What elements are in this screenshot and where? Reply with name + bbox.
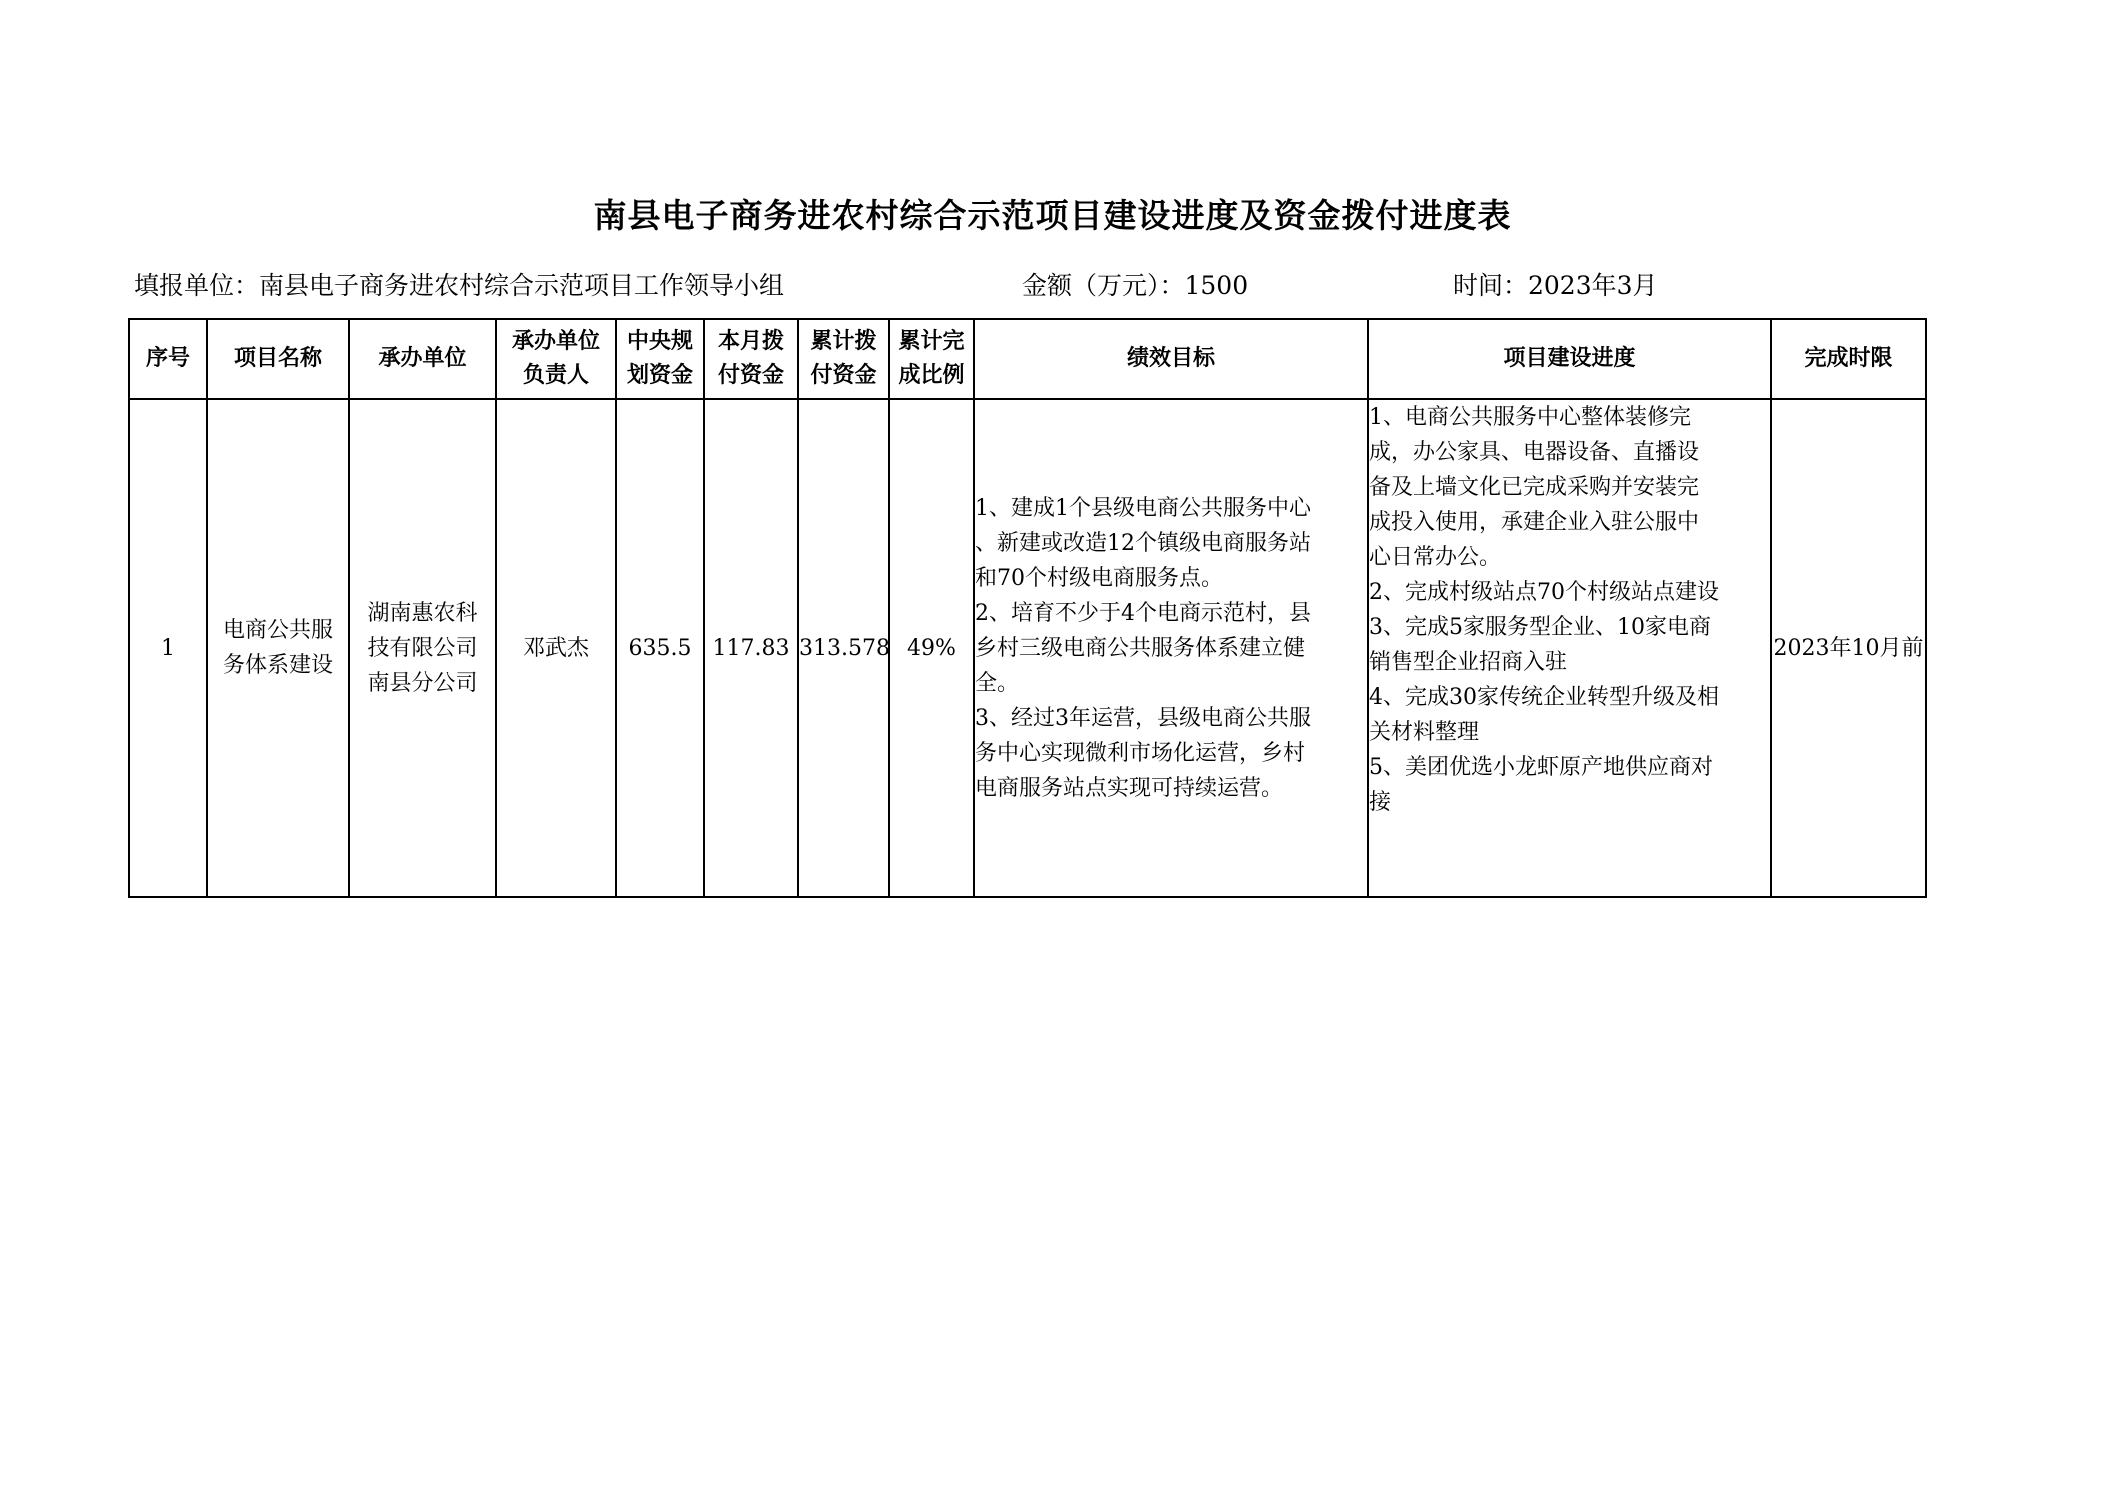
header-text: 承办单位 负责人 <box>511 329 600 388</box>
header-text: 累计拨 付资金 <box>810 329 877 388</box>
text-line: 备及上墙文化已完成采购并安装完 <box>1369 475 1700 500</box>
report-time: 时间：2023年3月 <box>1453 271 1658 300</box>
text-line: 务中心实现微利市场化运营，乡村 <box>975 740 1306 766</box>
header-planned-funds <box>616 319 704 399</box>
text-line: 销售型企业招商入驻 <box>1369 650 1568 675</box>
header-month-funds <box>704 319 798 399</box>
table-row <box>129 399 1926 897</box>
header-text: 绩效目标 <box>1126 346 1215 371</box>
table-header-row <box>129 319 1926 399</box>
text-line: 全。 <box>975 670 1020 696</box>
header-completion-ratio <box>889 319 974 399</box>
text-line: 心日常办公。 <box>1369 545 1502 570</box>
header-cumulative-funds <box>798 319 889 399</box>
header-company <box>349 319 496 399</box>
cell-text: 湖南惠农科 技有限公司 南县分公司 <box>367 600 478 696</box>
header-goals <box>974 319 1368 399</box>
text-line: 成投入使用，承建企业入驻公服中 <box>1369 510 1700 535</box>
progress-table <box>128 318 1927 898</box>
header-no <box>129 319 207 399</box>
amount-label: 金额（万元）：1500 <box>1022 271 1249 300</box>
text-line: 和70个村级电商服务点。 <box>975 565 1223 591</box>
text-line: 乡村三级电商公共服务体系建立健 <box>975 635 1306 661</box>
text-line: 2、培育不少于4个电商示范村，县 <box>975 600 1311 626</box>
header-text: 承办单位 <box>378 346 467 371</box>
cell-no: 1 <box>129 399 207 897</box>
text-line: 3、完成5家服务型企业、10家电商 <box>1369 615 1711 640</box>
cell-text: 电商公共服 务体系建设 <box>222 618 333 678</box>
header-text: 累计完 成比例 <box>898 329 965 388</box>
text-line: 、新建或改造12个镇级电商服务站 <box>975 530 1311 556</box>
reporting-unit: 填报单位：南县电子商务进农村综合示范项目工作领导小组 <box>134 271 785 300</box>
cell-planned-funds: 635.5 <box>616 399 704 897</box>
cell-goals <box>974 399 1368 897</box>
text-line: 2、完成村级站点70个村级站点建设 <box>1369 580 1719 605</box>
cell-project <box>207 399 349 897</box>
cell-progress <box>1368 399 1771 897</box>
header-deadline <box>1771 319 1926 399</box>
text-line: 5、美团优选小龙虾原产地供应商对 <box>1369 755 1713 780</box>
cell-leader: 邓武杰 <box>496 399 616 897</box>
header-text: 序号 <box>145 346 190 371</box>
text-line: 接 <box>1369 790 1392 815</box>
cell-deadline: 2023年10月前 <box>1771 399 1926 897</box>
text-line: 3、经过3年运营，县级电商公共服 <box>975 705 1311 731</box>
cell-completion-ratio: 49% <box>889 399 974 897</box>
header-text: 本月拨 付资金 <box>717 329 784 388</box>
header-text: 完成时限 <box>1804 346 1893 371</box>
header-leader <box>496 319 616 399</box>
text-line: 4、完成30家传统企业转型升级及相 <box>1369 685 1719 710</box>
header-text: 项目名称 <box>233 346 322 371</box>
cell-cumulative-funds: 313.578 <box>798 399 889 897</box>
header-progress <box>1368 319 1771 399</box>
text-line: 成，办公家具、电器设备、直播设 <box>1369 440 1700 465</box>
text-line: 关材料整理 <box>1369 720 1480 745</box>
text-line: 1、建成1个县级电商公共服务中心 <box>975 495 1311 521</box>
page-title: 南县电子商务进农村综合示范项目建设进度及资金拨付进度表 <box>593 196 1512 235</box>
cell-company <box>349 399 496 897</box>
text-line: 电商服务站点实现可持续运营。 <box>975 775 1284 801</box>
header-text: 中央规 划资金 <box>626 329 693 388</box>
header-text: 项目建设进度 <box>1503 346 1636 371</box>
text-line: 1、电商公共服务中心整体装修完 <box>1369 405 1691 430</box>
cell-month-funds: 117.83 <box>704 399 798 897</box>
header-project <box>207 319 349 399</box>
